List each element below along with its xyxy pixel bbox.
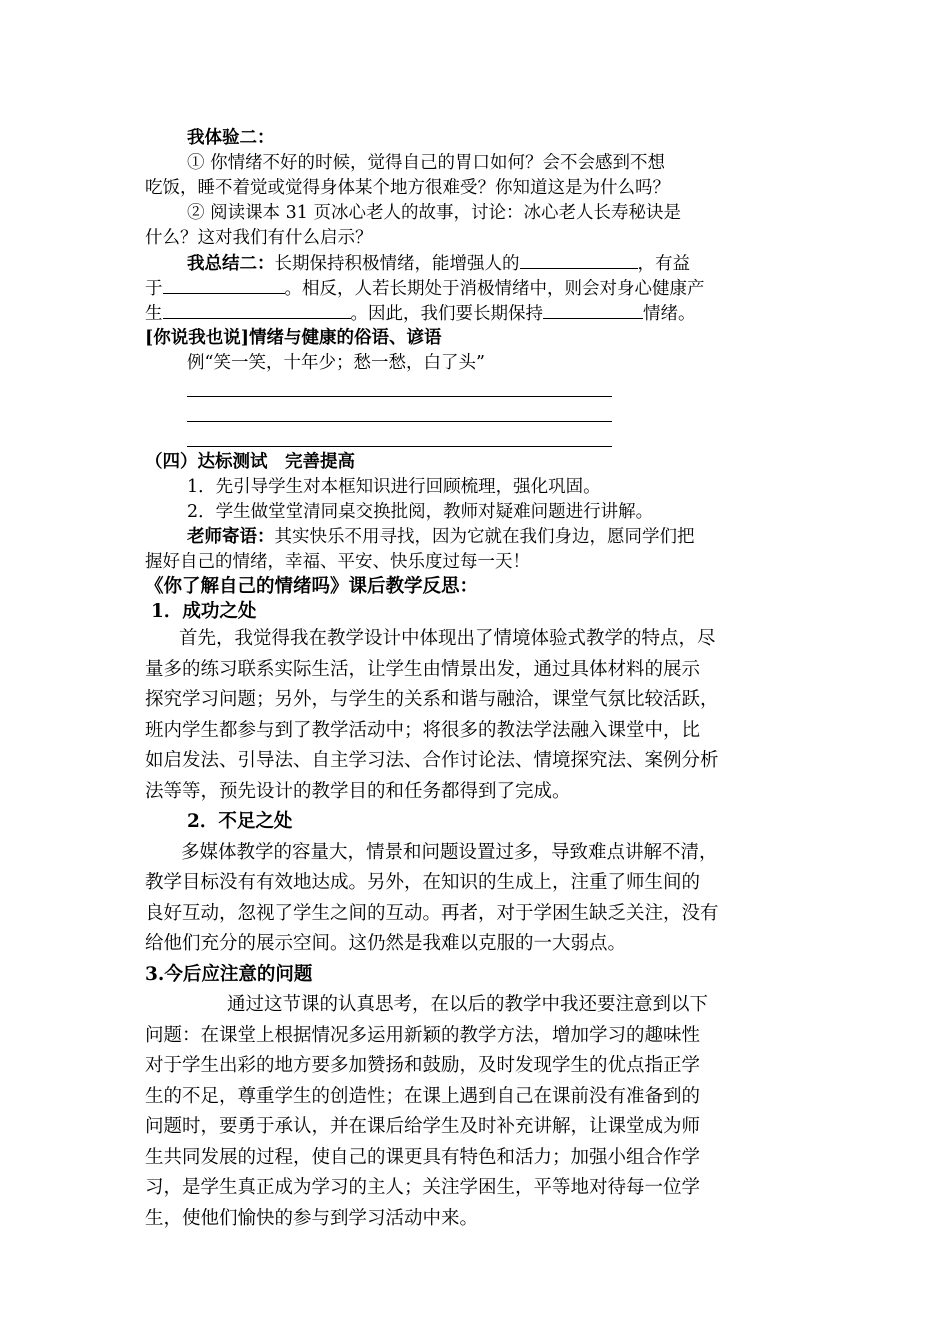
s3-line: 生，使他们愉快的参与到学习活动中来。 bbox=[145, 1207, 479, 1229]
teacher-message bbox=[145, 525, 810, 550]
s3-line: 对于学生出彩的地方要多加赞扬和鼓励，及时发现学生的优点指正学 bbox=[145, 1055, 701, 1076]
s3-line: 生共同发展的过程，使自己的课更具有特色和活力；加强小组合作学 bbox=[145, 1146, 701, 1168]
experience2-q1-line1: ① 你情绪不好的时候，觉得自己的胃口如何？会不会感到不想 bbox=[187, 153, 666, 173]
teacher-message-line1: 其实快乐不用寻找，因为它就在我们身边，愿同学们把 bbox=[274, 527, 695, 547]
reflection-s3-body bbox=[145, 990, 810, 1234]
experience2-q1-line2: 吃饭，睡不着觉或觉得身体某个地方很难受？你知道这是为什么吗？ bbox=[145, 178, 670, 198]
s1-line: 探究学习问题；另外，与学生的关系和谐与融洽，课堂气氛比较活跃， bbox=[145, 689, 719, 710]
summary2-text-d: 。相反，人若长期处于消极情绪中，则会对身心健康产 bbox=[284, 279, 705, 299]
summary2-blank-4[interactable] bbox=[543, 301, 643, 319]
answer-line-1[interactable] bbox=[187, 396, 612, 397]
reflection-title: 《你了解自己的情绪吗》课后教学反思： bbox=[145, 576, 479, 597]
reflection-s2-heading: 2．不足之处 bbox=[187, 811, 293, 832]
s3-line: 通过这节课的认真思考，在以后的教学中我还要注意到以下 bbox=[227, 994, 709, 1015]
sayings-example: 例“笑一笑，十年少；愁一愁，白了头” bbox=[187, 353, 485, 373]
test-section bbox=[145, 450, 810, 575]
worksheet-upper bbox=[145, 126, 810, 376]
s1-line: 量多的练习联系实际生活，让学生由情景出发，通过具体材料的展示 bbox=[145, 658, 701, 680]
s2-line: 给他们充分的展示空间。这仍然是我难以克服的一大弱点。 bbox=[145, 933, 627, 954]
teacher-message-line2: 握好自己的情绪，幸福、平安、快乐度过每一天！ bbox=[145, 552, 530, 572]
s1-line: 班内学生都参与到了教学活动中；将很多的教法学法融入课堂中，比 bbox=[145, 719, 701, 741]
reflection-s2-body bbox=[145, 838, 810, 960]
experience2-q2-line1: ② 阅读课本 31 页冰心老人的故事，讨论：冰心老人长寿秘诀是 bbox=[187, 203, 681, 223]
experience2-q2-line2: 什么？这对我们有什么启示？ bbox=[145, 228, 373, 248]
s3-line: 问题：在课堂上根据情况多运用新颖的教学方法，增加学习的趣味性 bbox=[145, 1024, 701, 1046]
summary2-text-a: 长期保持积极情绪，能增强人的 bbox=[274, 254, 520, 274]
s3-line: 习，是学生真正成为学习的主人；关注学困生，平等地对待每一位学 bbox=[145, 1177, 701, 1198]
test-heading: （四）达标测试 完善提高 bbox=[145, 452, 355, 472]
summary2-text-f: 。因此，我们要长期保持 bbox=[350, 304, 543, 324]
test-item-1: 1．先引导学生对本框知识进行回顾梳理，强化巩固。 bbox=[187, 477, 601, 497]
sayings-heading: [你说我也说]情绪与健康的俗语、谚语 bbox=[145, 328, 442, 348]
summary2-text-g: 情绪。 bbox=[643, 304, 696, 324]
summary2-line3 bbox=[145, 301, 810, 326]
s1-line: 首先，我觉得我在教学设计中体现出了情境体验式教学的特点，尽 bbox=[179, 628, 716, 649]
s1-line: 如启发法、引导法、自主学习法、合作讨论法、情境探究法、案例分析 bbox=[145, 750, 719, 771]
s1-line: 法等等，预先设计的教学目的和任务都得到了完成。 bbox=[145, 780, 571, 802]
s2-line: 良好互动，忽视了学生之间的互动。再者，对于学困生缺乏关注，没有 bbox=[145, 902, 719, 924]
summary2-text-b: ，有益 bbox=[637, 254, 690, 274]
summary2-line1 bbox=[145, 251, 810, 276]
reflection-s1-heading: 1．成功之处 bbox=[151, 601, 257, 622]
s2-line: 教学目标没有有效地达成。另外，在知识的生成上，注重了师生间的 bbox=[145, 872, 701, 893]
test-item-2: 2．学生做堂堂清同桌交换批阅，教师对疑难问题进行讲解。 bbox=[187, 502, 654, 522]
summary2-blank-2[interactable] bbox=[163, 276, 285, 294]
answer-line-3[interactable] bbox=[187, 446, 612, 447]
s3-line: 生的不足，尊重学生的创造性；在课上遇到自己在课前没有准备到的 bbox=[145, 1085, 701, 1107]
teacher-message-label: 老师寄语： bbox=[187, 527, 275, 547]
experience2-heading: 我体验二： bbox=[187, 128, 275, 148]
summary2-line2 bbox=[145, 276, 810, 301]
s2-line: 多媒体教学的容量大，情景和问题设置过多，导致难点讲解不清， bbox=[181, 841, 718, 863]
answer-line-2[interactable] bbox=[187, 421, 612, 422]
reflection-s3-heading: 3.今后应注意的问题 bbox=[145, 963, 313, 985]
reflection-section bbox=[145, 574, 810, 1234]
summary2-label: 我总结二： bbox=[187, 254, 275, 274]
reflection-s1-body bbox=[145, 624, 810, 807]
summary2-blank-3[interactable] bbox=[163, 301, 351, 319]
summary2-blank-1[interactable] bbox=[520, 251, 638, 269]
summary2-text-c: 于 bbox=[145, 279, 163, 299]
summary2-text-e: 生 bbox=[145, 304, 163, 324]
s3-line: 问题时，要勇于承认，并在课后给学生及时补充讲解，让课堂成为师 bbox=[145, 1116, 701, 1137]
